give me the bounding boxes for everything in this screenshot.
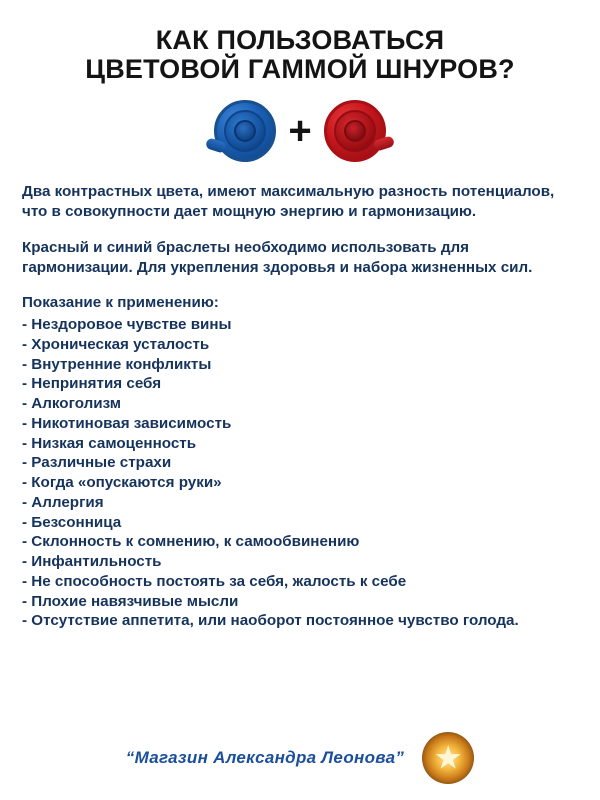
list-item: - Различные страхи — [22, 454, 172, 472]
blue-cord-icon — [214, 100, 276, 162]
page-title — [0, 0, 600, 84]
list-item: - Низкая самоценность — [22, 434, 197, 452]
page-title-line-1: КАК ПОЛЬЗОВАТЬСЯ — [155, 25, 445, 55]
shop-name: “Магазин Александра Леонова” — [125, 748, 405, 767]
list-item: - Никотиновая зависимость — [22, 414, 232, 432]
list-item: - Хроническая усталость — [22, 335, 210, 353]
list-item: - Инфантильность — [22, 553, 162, 571]
list-item: - Не способность постоять за себя, жалость к себе — [22, 572, 407, 590]
list-item: - Внутренние конфликты — [22, 355, 212, 373]
list-item: - Нездоровое чувстве вины — [22, 316, 232, 334]
cords-graphic — [0, 96, 600, 166]
paragraph-1: Два контрастных цвета, имеют максимальную разность потенциалов, что в совокупности дает мощную энергию и гармонизацию. — [22, 183, 555, 221]
list-item: - Безсонница — [22, 513, 122, 531]
list-heading: Показание к применению: — [22, 294, 219, 312]
paragraph-2: Красный и синий браслеты необходимо использовать для гармонизации. Для укрепления здоровья и набора жизненных сил. — [22, 238, 533, 276]
list-item: - Алкоголизм — [22, 395, 121, 413]
list-item: - Плохие навязчивые мысли — [22, 592, 239, 610]
indications-list — [22, 315, 578, 631]
plus-icon: + — [288, 109, 312, 154]
footer — [0, 732, 600, 784]
list-item: - Когда «опускаются руки» — [22, 474, 222, 492]
body-content — [0, 166, 600, 631]
red-cord-icon — [324, 100, 386, 162]
list-item: - Отсутствие аппетита, или наоборот постоянное чувство голода. — [22, 612, 519, 630]
list-item: - Аллергия — [22, 493, 104, 511]
page-title-line-2: ЦВЕТОВОЙ ГАММОЙ ШНУРОВ? — [85, 54, 515, 85]
list-item: - Склонность к сомнению, к самообвинению — [22, 533, 360, 551]
sun-emblem-icon — [422, 732, 474, 784]
list-item: - Непринятия себя — [22, 375, 162, 393]
